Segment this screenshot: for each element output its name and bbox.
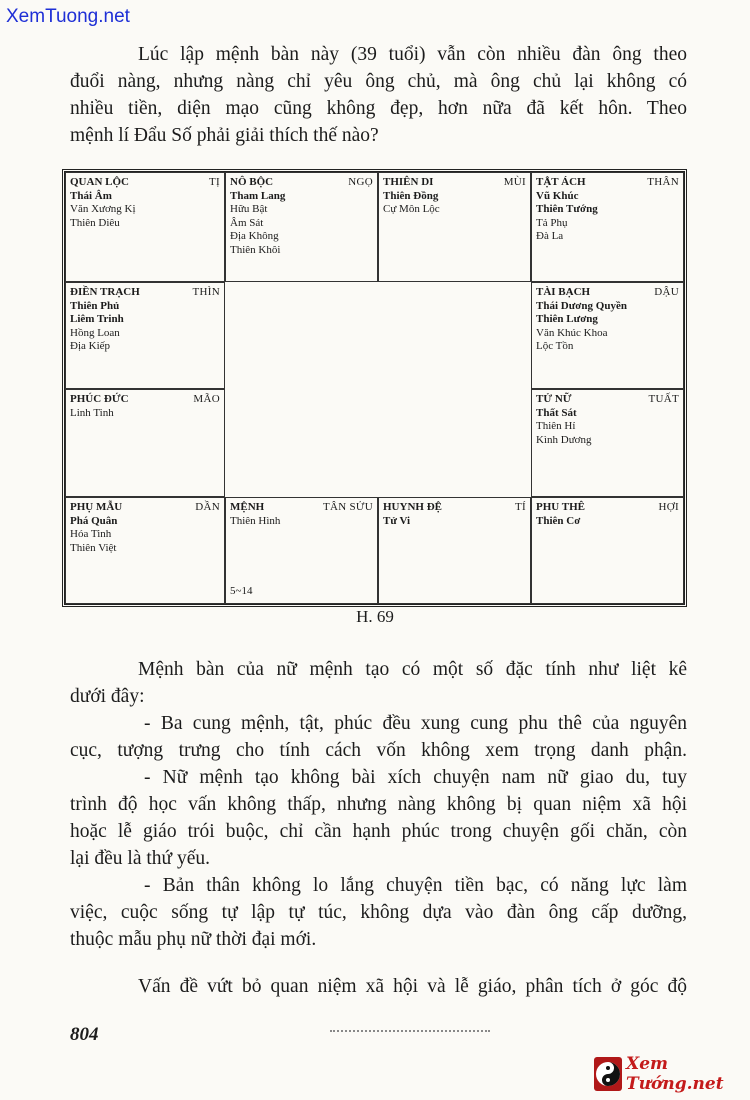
palace-header (70, 176, 220, 190)
palace-branch: TỊ (209, 176, 220, 188)
star-name: Lộc Tồn (536, 340, 574, 352)
palace-name: TỬ NỮ (536, 393, 572, 405)
palace-tai-bach (531, 282, 684, 389)
palace-branch: MÙI (503, 176, 526, 188)
yin-yang-icon (594, 1057, 622, 1091)
palace-name: HUYNH ĐỆ (383, 501, 442, 513)
palace-quan-loc (65, 172, 225, 282)
body-line: hoặc lễ giáo trói buộc, chỉ cần hạnh phúc trong chuyện gối chăn, còn (70, 821, 687, 842)
body-line: - Bản thân không lo lắng chuyện tiền bạc, có năng lực làm (144, 875, 687, 896)
watermark-top: XemTuong.net (6, 6, 130, 27)
star-name: Tả Phụ (536, 216, 568, 229)
star-name: Thiên Lương (536, 313, 598, 325)
palace-branch: DẬU (654, 286, 679, 298)
chart-center (225, 282, 524, 497)
star-name: Thiên Tướng (536, 203, 598, 215)
palace-name: QUAN LỘC (70, 176, 129, 188)
body-line: - Nữ mệnh tạo không bài xích chuyện nam nữ giao du, tuy (144, 767, 687, 788)
palace-branch: NGỌ (348, 176, 373, 188)
star-name: Tham Lang (230, 189, 286, 202)
palace-name: NÔ BỘC (230, 176, 274, 188)
palace-header (70, 501, 220, 515)
star-name: Văn Xương Kị (70, 203, 136, 215)
star-name: Hữu Bật (230, 203, 268, 215)
star-name: Linh Tinh (70, 406, 114, 419)
palace-header (230, 501, 373, 515)
palace-tat-ach (531, 172, 684, 282)
palace-header (230, 176, 373, 190)
horoscope-chart (62, 169, 687, 607)
page-number: 804 (70, 1024, 99, 1045)
body-line: cục, tượng trưng cho tính cách vốn không xem trọng danh phận. (70, 740, 687, 761)
body-line: Vấn đề vứt bỏ quan niệm xã hội và lễ giáo, phân tích ở góc độ (138, 976, 687, 997)
body-line: - Ba cung mệnh, tật, phúc đều xung cung phu thê của nguyên (144, 713, 687, 734)
palace-name: PHU THÊ (536, 501, 586, 513)
star-name: Vũ Khúc (536, 189, 579, 202)
body-line: trình độ học vấn không thấp, nhưng nàng không bị quan niệm xã hội (70, 794, 687, 815)
palace-branch: TUẤT (648, 393, 679, 405)
palace-branch: TÂN SỬU (322, 501, 373, 513)
star-name: Thiên Khôi (230, 243, 281, 256)
palace-phu-mau (65, 497, 225, 604)
intro-line: đuổi nàng, nhưng nàng chỉ yêu ông chủ, mà ông chủ lại không có (70, 71, 687, 92)
star-name: Thiên Diêu (70, 216, 120, 229)
body-line: việc, cuộc sống tự lập tự túc, không dựa vào đàn ông cấp dưỡng, (70, 902, 687, 923)
age-range: 5~14 (230, 584, 253, 597)
star-name: Thiên Phủ (70, 299, 120, 312)
palace-branch: MÃO (193, 393, 220, 405)
star-name: Văn Khúc Khoa (536, 326, 608, 339)
footer-running-head (330, 1030, 490, 1035)
star-name: Liêm Trinh (70, 313, 124, 325)
star-name: Đà La (536, 230, 564, 242)
star-name: Âm Sát (230, 216, 264, 229)
palace-menh (225, 497, 378, 604)
palace-branch: TÍ (515, 501, 526, 513)
palace-branch: DẦN (195, 501, 220, 513)
body-line: lại đều là thứ yếu. (70, 848, 210, 869)
palace-thien-di (378, 172, 531, 282)
site-logo (594, 1054, 746, 1094)
star-name: Thiên Đồng (383, 189, 439, 202)
star-name: Tử Vi (383, 514, 411, 527)
palace-header (536, 501, 679, 515)
palace-header (383, 176, 526, 190)
intro-line: Lúc lập mệnh bàn này (39 tuổi) vẫn còn nhiều đàn ông theo (138, 44, 687, 65)
star-name: Phá Quân (70, 514, 118, 527)
palace-branch: THÂN (647, 176, 679, 188)
palace-name: TẬT ÁCH (536, 176, 586, 188)
figure-caption: H. 69 (356, 607, 394, 626)
star-name: Cự Môn Lộc (383, 203, 440, 215)
palace-huynh-de (378, 497, 531, 604)
star-name: Thiên Hình (230, 514, 281, 527)
palace-name: PHÚC ĐỨC (70, 393, 129, 405)
palace-header (70, 286, 220, 300)
body-line: thuộc mẫu phụ nữ thời đại mới. (70, 929, 317, 950)
star-name: Địa Kiếp (70, 340, 111, 352)
palace-header (70, 393, 220, 407)
star-name: Thiên Việt (70, 541, 117, 554)
intro-paragraph (70, 41, 687, 149)
body-line: dưới đây: (70, 686, 145, 707)
star-name: Địa Không (230, 230, 279, 242)
star-name: Thất Sát (536, 406, 577, 419)
palace-name: TÀI BẠCH (536, 286, 591, 298)
palace-name: PHỤ MẪU (70, 501, 123, 513)
palace-name: THIÊN DI (383, 176, 434, 188)
palace-phuc-duc (65, 389, 225, 497)
palace-header (536, 393, 679, 407)
star-name: Thiên Hỉ (536, 420, 576, 432)
star-name: Thái Âm (70, 189, 112, 202)
palace-name: MỆNH (230, 501, 265, 513)
palace-header (536, 286, 679, 300)
body-paragraph (70, 656, 687, 953)
palace-header (383, 501, 526, 515)
star-name: Kình Dương (536, 433, 592, 446)
palace-branch: THÌN (192, 286, 220, 298)
palace-branch: HỢI (658, 501, 679, 513)
palace-tu-nu (531, 389, 684, 497)
palace-phu-the (531, 497, 684, 604)
last-paragraph (70, 973, 687, 1000)
palace-dien-trach (65, 282, 225, 389)
body-line: Mệnh bàn của nữ mệnh tạo có một số đặc tính như liệt kê (138, 659, 687, 680)
star-name: Thái Dương Quyền (536, 299, 627, 312)
palace-name: ĐIỀN TRẠCH (70, 286, 140, 298)
intro-line: mệnh lí Đẩu Số phải giải thích thế nào? (70, 125, 379, 146)
palace-header (536, 176, 679, 190)
star-name: Hồng Loan (70, 326, 120, 339)
intro-line: nhiều tiền, diện mạo cũng không đẹp, hơn nữa đã kết hôn. Theo (70, 98, 687, 119)
logo-text: Xem Tướng.net (626, 1054, 724, 1094)
star-name: Thiên Cơ (536, 514, 581, 527)
star-name: Hóa Tinh (70, 528, 112, 540)
palace-no-boc (225, 172, 378, 282)
